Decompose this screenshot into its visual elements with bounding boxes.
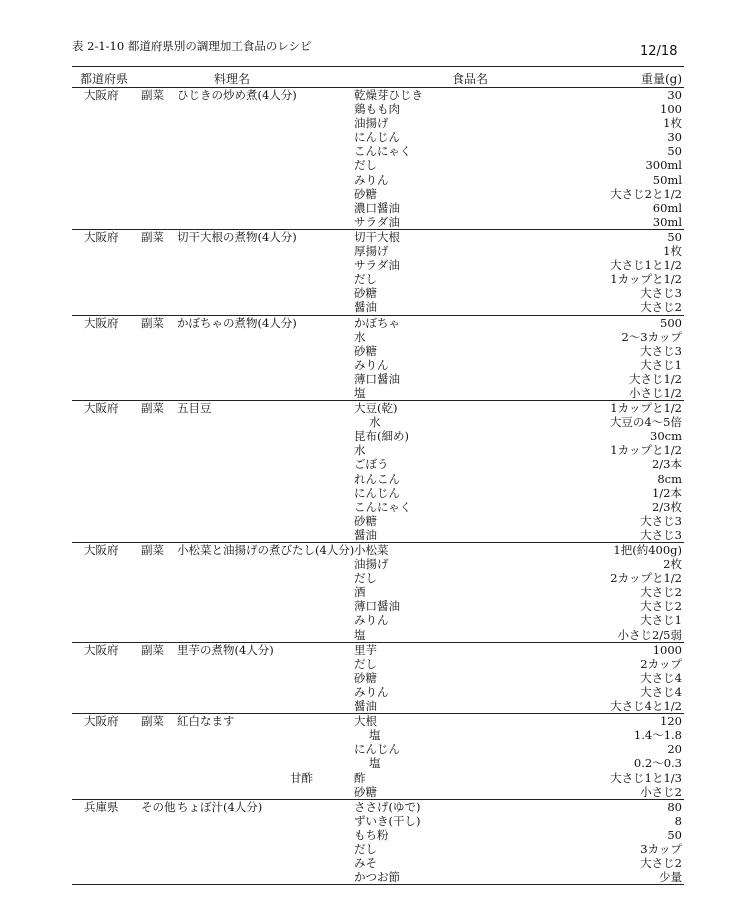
food-name-cell: 塩 — [354, 627, 366, 642]
sub-group-cell: 甘酢 — [290, 770, 313, 785]
header-weight: 重量(g) — [640, 72, 682, 86]
weight-cell: 大さじ3 — [640, 343, 682, 358]
table-row — [72, 88, 684, 102]
prefecture-cell: 大阪府 — [84, 543, 119, 557]
weight-cell: 1カップと1/2 — [610, 401, 682, 416]
table-caption: 表 2-1-10 都道府県別の調理加工食品のレシピ — [72, 39, 312, 53]
category-cell: 副菜 — [141, 714, 164, 729]
table-row — [72, 300, 684, 314]
food-name-cell: 塩 — [354, 385, 366, 400]
weight-cell: 大さじ2 — [640, 300, 682, 315]
weight-cell: 30cm — [650, 429, 682, 444]
prefecture-cell: 大阪府 — [84, 714, 119, 729]
category-cell: 副菜 — [141, 229, 164, 244]
table-row — [72, 316, 684, 330]
weight-cell: 500 — [660, 315, 682, 330]
table-row — [72, 116, 684, 130]
table-row — [72, 643, 684, 657]
weight-cell: 2/3枚 — [651, 499, 682, 514]
food-name-cell: 乾燥芽ひじき — [354, 88, 423, 102]
weight-cell: 大さじ1 — [640, 357, 682, 372]
table-row — [72, 856, 684, 870]
table-row — [72, 230, 684, 244]
food-name-cell: 砂糖 — [354, 286, 377, 301]
table-row — [72, 330, 684, 344]
food-name-cell: 酒 — [354, 585, 366, 600]
category-cell: 副菜 — [141, 401, 164, 416]
recipe-group — [72, 714, 684, 800]
table-row — [72, 258, 684, 272]
recipe-group — [72, 543, 684, 643]
weight-cell: 2/3本 — [651, 457, 682, 472]
weight-cell: 2～3カップ — [621, 329, 682, 344]
prefecture-cell: 大阪府 — [84, 315, 119, 330]
food-name-cell: 酢 — [354, 770, 366, 785]
food-name-cell: かつお節 — [354, 870, 400, 885]
weight-cell: 大さじ1/2 — [628, 371, 682, 386]
weight-cell: 1.4～1.8 — [633, 728, 682, 743]
weight-cell: 1000 — [652, 642, 682, 657]
dish-name-cell: ちょぼ汁(4人分) — [177, 799, 263, 814]
food-name-cell: だし — [354, 656, 377, 671]
weight-cell: 大さじ4 — [640, 684, 682, 699]
table-row — [72, 842, 684, 856]
weight-cell: 大さじ3 — [640, 527, 682, 542]
category-cell: その他 — [141, 799, 176, 814]
prefecture-cell: 兵庫県 — [84, 799, 119, 814]
table-row — [72, 344, 684, 358]
table-row — [72, 800, 684, 814]
food-name-cell: こんにゃく — [354, 499, 412, 514]
dish-name-cell: 切干大根の煮物(4人分) — [177, 229, 297, 244]
prefecture-cell: 大阪府 — [84, 88, 119, 102]
food-name-cell: 醤油 — [354, 527, 377, 542]
food-name-cell: 砂糖 — [354, 343, 377, 358]
weight-cell: 小さじ2 — [640, 784, 682, 799]
weight-cell: 30 — [667, 130, 682, 145]
food-name-cell: にんじん — [354, 130, 400, 145]
weight-cell: 大さじ4と1/2 — [610, 699, 682, 714]
header-dish: 料理名 — [214, 72, 251, 86]
table-row — [72, 613, 684, 627]
food-name-cell: 濃口醤油 — [354, 200, 400, 215]
weight-cell: 50 — [667, 144, 682, 159]
food-name-cell: もち粉 — [354, 827, 389, 842]
weight-cell: 2カップ — [640, 656, 682, 671]
weight-cell: 1カップと1/2 — [610, 272, 682, 287]
weight-cell: 50 — [667, 827, 682, 842]
food-name-cell: こんにゃく — [354, 144, 412, 159]
food-name-cell: サラダ油 — [354, 258, 400, 273]
weight-cell: 300ml — [645, 158, 682, 173]
weight-cell: 3カップ — [640, 841, 682, 856]
dish-name-cell: かぼちゃの煮物(4人分) — [177, 315, 297, 330]
food-name-cell: 醤油 — [354, 699, 377, 714]
food-name-cell: 塩 — [369, 728, 381, 743]
table-row — [72, 401, 684, 415]
table-row — [72, 657, 684, 671]
table-row — [72, 244, 684, 258]
food-name-cell: 砂糖 — [354, 784, 377, 799]
weight-cell: 1把(約400g) — [613, 543, 682, 557]
category-cell: 副菜 — [141, 315, 164, 330]
food-name-cell: れんこん — [354, 471, 400, 486]
weight-cell: 大豆の4～5倍 — [609, 415, 682, 430]
food-name-cell: だし — [354, 571, 377, 586]
table-row — [72, 557, 684, 571]
category-cell: 副菜 — [141, 642, 164, 657]
food-name-cell: かぼちゃ — [354, 315, 400, 330]
food-name-cell: 大根 — [354, 714, 377, 729]
food-name-cell: みりん — [354, 172, 389, 187]
page-number: 12/18 — [640, 44, 678, 59]
food-name-cell: 砂糖 — [354, 670, 377, 685]
food-name-cell: ごぼう — [354, 457, 389, 472]
weight-cell: 100 — [660, 102, 682, 117]
prefecture-cell: 大阪府 — [84, 642, 119, 657]
table-row — [72, 870, 684, 884]
table-row — [72, 173, 684, 187]
food-name-cell: 水 — [354, 329, 366, 344]
food-name-cell: だし — [354, 158, 377, 173]
table-row — [72, 714, 684, 728]
weight-cell: 50 — [667, 229, 682, 244]
table-row — [72, 158, 684, 172]
weight-cell: 30 — [667, 88, 682, 102]
food-name-cell: 油揚げ — [354, 557, 389, 572]
food-name-cell: 切干大根 — [354, 229, 400, 244]
food-name-cell: サラダ油 — [354, 214, 400, 229]
dish-name-cell: 里芋の煮物(4人分) — [177, 642, 274, 657]
recipe-group — [72, 230, 684, 316]
food-name-cell: だし — [354, 272, 377, 287]
weight-cell: 60ml — [652, 200, 682, 215]
recipe-group — [72, 316, 684, 402]
food-name-cell: 塩 — [369, 756, 381, 771]
weight-cell: 大さじ3 — [640, 513, 682, 528]
food-name-cell: ずいき(干し) — [354, 813, 421, 828]
food-name-cell: 醤油 — [354, 300, 377, 315]
table-row — [72, 671, 684, 685]
table-row — [72, 286, 684, 300]
recipe-group — [72, 643, 684, 714]
category-cell: 副菜 — [141, 88, 164, 102]
weight-cell: 大さじ2 — [640, 599, 682, 614]
table-row — [72, 457, 684, 471]
weight-cell: 2枚 — [663, 557, 682, 572]
table-row — [72, 102, 684, 116]
food-name-cell: 小松菜 — [354, 543, 389, 557]
food-name-cell: 里芋 — [354, 642, 377, 657]
table-row — [72, 215, 684, 229]
food-name-cell: みりん — [354, 613, 389, 628]
weight-cell: 8cm — [657, 471, 682, 486]
food-name-cell: みりん — [354, 684, 389, 699]
table-row — [72, 599, 684, 613]
weight-cell: 大さじ2 — [640, 585, 682, 600]
food-name-cell: 薄口醤油 — [354, 371, 400, 386]
food-name-cell: 砂糖 — [354, 186, 377, 201]
food-name-cell: 水 — [369, 415, 381, 430]
weight-cell: 2カップと1/2 — [610, 571, 682, 586]
table-row — [72, 628, 684, 642]
dish-name-cell: 小松菜と油揚げの煮びたし(4人分) — [177, 543, 355, 557]
food-name-cell: 水 — [354, 443, 366, 458]
food-name-cell: 薄口醤油 — [354, 599, 400, 614]
table-row — [72, 828, 684, 842]
food-name-cell: ささげ(ゆで) — [354, 799, 421, 814]
header-food: 食品名 — [452, 72, 489, 86]
recipe-table — [72, 66, 684, 885]
table-row — [72, 728, 684, 742]
weight-cell: 30ml — [652, 214, 682, 229]
weight-cell: 小さじ2/5弱 — [617, 627, 682, 642]
food-name-cell: みそ — [354, 856, 377, 871]
weight-cell: 1カップと1/2 — [610, 443, 682, 458]
recipe-group — [72, 88, 684, 230]
table-row — [72, 486, 684, 500]
table-row — [72, 358, 684, 372]
recipe-group — [72, 800, 684, 886]
table-row — [72, 571, 684, 585]
table-row — [72, 372, 684, 386]
table-row — [72, 756, 684, 770]
dish-name-cell: ひじきの炒め煮(4人分) — [177, 88, 297, 102]
table-row — [72, 785, 684, 799]
table-row — [72, 472, 684, 486]
category-cell: 副菜 — [141, 543, 164, 557]
weight-cell: 大さじ4 — [640, 670, 682, 685]
table-row — [72, 685, 684, 699]
weight-cell: 大さじ1と1/3 — [610, 770, 682, 785]
weight-cell: 50ml — [652, 172, 682, 187]
table-row — [72, 443, 684, 457]
table-row — [72, 814, 684, 828]
table-header — [72, 66, 684, 88]
weight-cell: 8 — [674, 813, 682, 828]
food-name-cell: 大豆(乾) — [354, 401, 398, 416]
weight-cell: 大さじ2 — [640, 856, 682, 871]
weight-cell: 小さじ1/2 — [628, 385, 682, 400]
header-prefecture: 都道府県 — [80, 72, 129, 86]
table-row — [72, 386, 684, 400]
table-row — [72, 742, 684, 756]
food-name-cell: だし — [354, 841, 377, 856]
table-row — [72, 699, 684, 713]
table-row — [72, 585, 684, 599]
weight-cell: 1枚 — [663, 116, 682, 131]
weight-cell: 0.2～0.3 — [633, 756, 682, 771]
weight-cell: 20 — [667, 742, 682, 757]
table-row — [72, 500, 684, 514]
weight-cell: 少量 — [659, 870, 682, 885]
recipe-group — [72, 401, 684, 543]
weight-cell: 80 — [667, 799, 682, 814]
table-row — [72, 429, 684, 443]
table-row — [72, 514, 684, 528]
weight-cell: 120 — [660, 714, 682, 729]
table-row — [72, 543, 684, 557]
food-name-cell: にんじん — [354, 742, 400, 757]
table-row — [72, 130, 684, 144]
table-row — [72, 272, 684, 286]
table-row — [72, 201, 684, 215]
table-row — [72, 415, 684, 429]
weight-cell: 大さじ1 — [640, 613, 682, 628]
weight-cell: 大さじ1と1/2 — [610, 258, 682, 273]
prefecture-cell: 大阪府 — [84, 229, 119, 244]
table-row — [72, 771, 684, 785]
weight-cell: 大さじ3 — [640, 286, 682, 301]
food-name-cell: 厚揚げ — [354, 244, 389, 259]
weight-cell: 1/2本 — [651, 485, 682, 500]
food-name-cell: 鶏もも肉 — [354, 102, 400, 117]
table-row — [72, 528, 684, 542]
table-body — [72, 88, 684, 885]
food-name-cell: みりん — [354, 357, 389, 372]
weight-cell: 大さじ2と1/2 — [610, 186, 682, 201]
table-row — [72, 187, 684, 201]
table-row — [72, 144, 684, 158]
weight-cell: 1枚 — [663, 244, 682, 259]
dish-name-cell: 紅白なます — [177, 714, 235, 729]
prefecture-cell: 大阪府 — [84, 401, 119, 416]
food-name-cell: 砂糖 — [354, 513, 377, 528]
food-name-cell: 油揚げ — [354, 116, 389, 131]
dish-name-cell: 五目豆 — [177, 401, 212, 416]
food-name-cell: にんじん — [354, 485, 400, 500]
food-name-cell: 昆布(細め) — [354, 429, 409, 444]
